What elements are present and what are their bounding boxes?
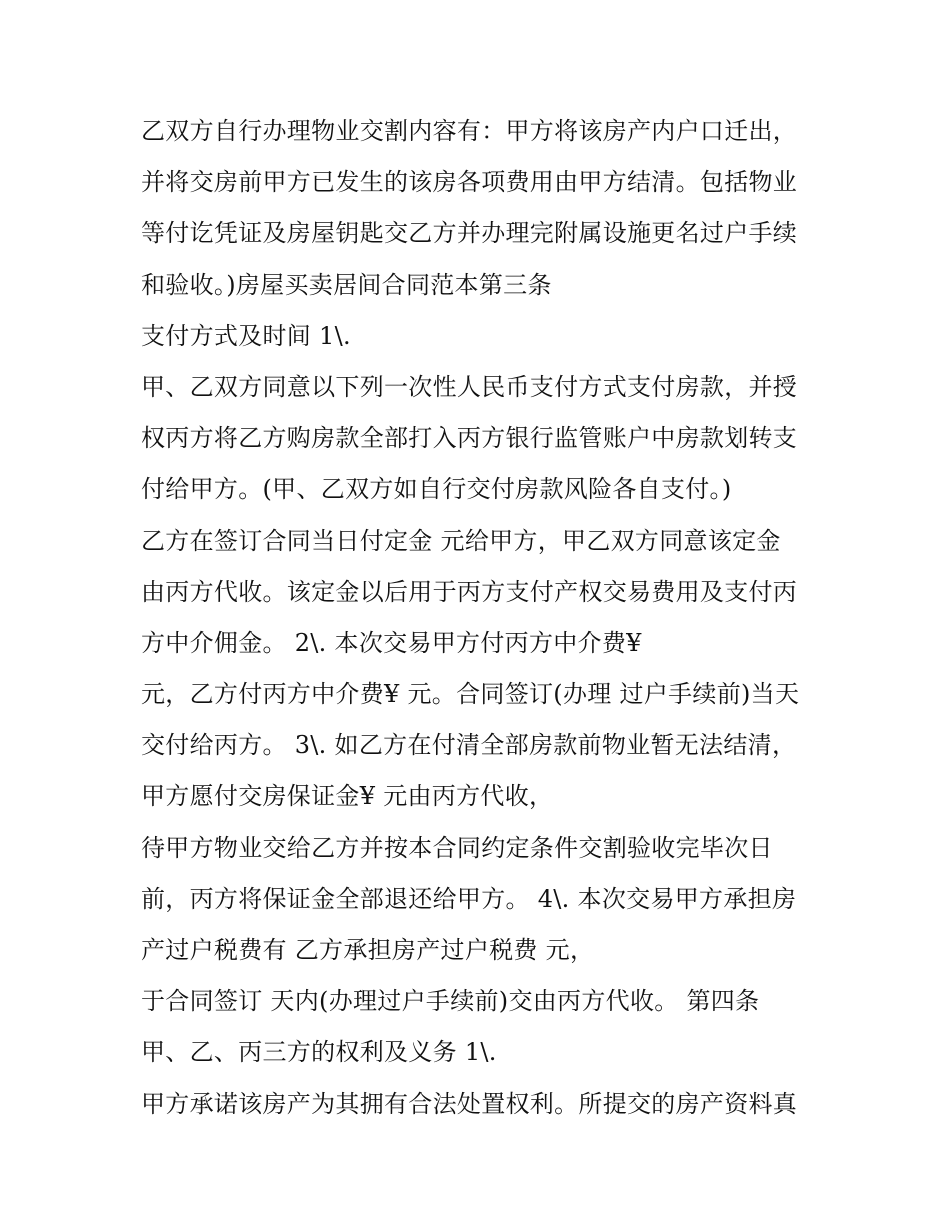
text-line: 前，丙方将保证金全部退还给甲方。 4\. 本次交易甲方承担房	[141, 884, 797, 913]
text-line: 和验收。)房屋买卖居间合同范本第三条	[141, 270, 552, 299]
text-line: 乙方在签订合同当日付定金 元给甲方，甲乙双方同意该定金	[141, 526, 781, 555]
text-line: 权丙方将乙方购房款全部打入丙方银行监管账户中房款划转支	[141, 424, 798, 453]
text-line: 甲方承诺该房产为其拥有合法处置权利。所提交的房产资料真	[141, 1089, 798, 1118]
text-line: 元，乙方付丙方中介费¥ 元。合同签订(办理 过户手续前)当天	[141, 680, 800, 709]
text-line: 等付讫凭证及房屋钥匙交乙方并办理完附属设施更名过户手续	[141, 219, 798, 248]
text-line: 甲、乙、丙三方的权利及义务 1\.	[141, 1038, 497, 1067]
text-line: 产过户税费有 乙方承担房产过户税费 元，	[141, 936, 595, 964]
text-line: 乙双方自行办理物业交割内容有：甲方将该房产内户口迁出，	[141, 117, 798, 145]
text-line: 付给甲方。(甲、乙双方如自行交付房款风险各自支付。)	[141, 475, 732, 504]
text-line: 并将交房前甲方已发生的该房各项费用由甲方结清。包括物业	[141, 168, 798, 197]
text-line: 支付方式及时间 1\.	[141, 321, 351, 350]
text-line: 于合同签订 天内(办理过户手续前)交由丙方代收。 第四条	[141, 987, 760, 1016]
text-line: 甲、乙双方同意以下列一次性人民币支付方式支付房款，并授	[141, 372, 798, 401]
text-line: 由丙方代收。该定金以后用于丙方支付产权交易费用及支付丙	[141, 577, 798, 606]
text-line: 甲方愿付交房保证金¥ 元由丙方代收，	[141, 782, 554, 811]
text-line: 方中介佣金。 2\. 本次交易甲方付丙方中介费¥	[141, 628, 642, 657]
text-line: 待甲方物业交给乙方并按本合同约定条件交割验收完毕次日	[141, 833, 773, 862]
text-line: 交付给丙方。 3\. 如乙方在付清全部房款前物业暂无法结清，	[141, 731, 797, 760]
contract-text	[141, 106, 821, 1130]
